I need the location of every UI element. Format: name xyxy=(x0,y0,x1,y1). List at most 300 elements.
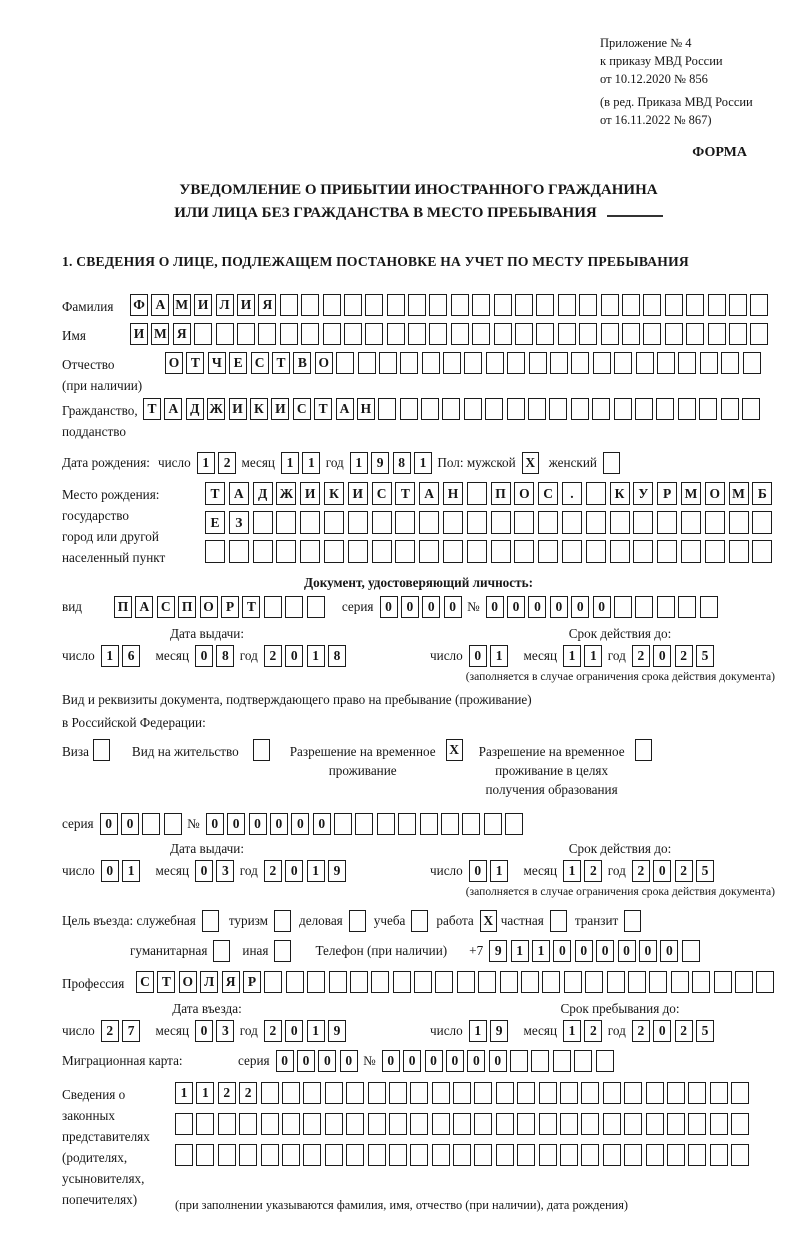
cell[interactable] xyxy=(558,323,576,345)
cell[interactable] xyxy=(484,813,502,835)
cell[interactable] xyxy=(474,1113,492,1135)
cell[interactable] xyxy=(462,813,480,835)
cell[interactable] xyxy=(610,511,630,534)
cell[interactable]: М xyxy=(151,323,169,345)
cell[interactable] xyxy=(681,511,701,534)
cell[interactable]: Т xyxy=(157,971,175,993)
cell[interactable] xyxy=(586,482,606,505)
cell[interactable] xyxy=(558,294,576,316)
residence-permit-checkbox[interactable] xyxy=(253,739,270,761)
cell[interactable] xyxy=(657,540,677,563)
cell[interactable] xyxy=(478,971,496,993)
cell[interactable]: 1 xyxy=(307,1020,325,1042)
cell[interactable] xyxy=(752,540,772,563)
cell[interactable] xyxy=(646,1113,664,1135)
cell[interactable]: 0 xyxy=(285,860,303,882)
cell[interactable] xyxy=(420,813,438,835)
cell[interactable]: 0 xyxy=(403,1050,421,1072)
cell[interactable] xyxy=(467,482,487,505)
cell[interactable]: 1 xyxy=(490,860,508,882)
cell[interactable] xyxy=(451,294,469,316)
cell[interactable]: 1 xyxy=(197,452,215,474)
cell[interactable]: Н xyxy=(443,482,463,505)
cell[interactable]: В xyxy=(293,352,311,374)
cell[interactable]: 1 xyxy=(469,1020,487,1042)
cell[interactable]: О xyxy=(315,352,333,374)
cell[interactable] xyxy=(735,971,753,993)
cell[interactable] xyxy=(400,352,418,374)
permit-issue-year-cells[interactable] xyxy=(264,860,350,882)
cell[interactable] xyxy=(280,323,298,345)
cell[interactable] xyxy=(633,540,653,563)
cell[interactable]: О xyxy=(179,971,197,993)
cell[interactable] xyxy=(705,511,725,534)
cell[interactable] xyxy=(550,910,567,932)
cell[interactable] xyxy=(216,323,234,345)
cell[interactable] xyxy=(303,1082,321,1104)
id-doc-number-cells[interactable] xyxy=(486,596,721,618)
cell[interactable] xyxy=(692,971,710,993)
cell[interactable]: 0 xyxy=(100,813,118,835)
cell[interactable] xyxy=(389,1082,407,1104)
cell[interactable] xyxy=(324,511,344,534)
cell[interactable] xyxy=(500,971,518,993)
cell[interactable]: 0 xyxy=(593,596,611,618)
cell[interactable] xyxy=(496,1113,514,1135)
cell[interactable] xyxy=(346,1082,364,1104)
cell[interactable] xyxy=(282,1113,300,1135)
cell[interactable] xyxy=(721,398,739,420)
cell[interactable]: Т xyxy=(272,352,290,374)
cell[interactable] xyxy=(579,323,597,345)
cell[interactable] xyxy=(635,596,653,618)
cell[interactable] xyxy=(358,352,376,374)
cell[interactable]: С xyxy=(251,352,269,374)
cell[interactable] xyxy=(218,1113,236,1135)
cell[interactable] xyxy=(688,1082,706,1104)
cell[interactable] xyxy=(514,511,534,534)
cell[interactable]: О xyxy=(705,482,725,505)
cell[interactable]: 0 xyxy=(422,596,440,618)
cell[interactable] xyxy=(395,540,415,563)
cell[interactable]: 0 xyxy=(653,1020,671,1042)
cell[interactable] xyxy=(349,910,366,932)
cell[interactable] xyxy=(467,540,487,563)
cell[interactable] xyxy=(507,352,525,374)
cell[interactable] xyxy=(307,596,325,618)
cell[interactable] xyxy=(515,294,533,316)
cell[interactable]: 1 xyxy=(302,452,320,474)
cell[interactable]: 2 xyxy=(264,645,282,667)
cell[interactable] xyxy=(300,511,320,534)
cell[interactable] xyxy=(622,323,640,345)
cell[interactable] xyxy=(531,1050,549,1072)
cell[interactable]: К xyxy=(324,482,344,505)
cell[interactable] xyxy=(344,323,362,345)
visa-checkbox[interactable] xyxy=(93,739,110,761)
cell[interactable] xyxy=(194,323,212,345)
cell[interactable]: И xyxy=(271,398,289,420)
cell[interactable]: 0 xyxy=(596,940,614,962)
cell[interactable]: 2 xyxy=(101,1020,119,1042)
cell[interactable] xyxy=(505,813,523,835)
cell[interactable] xyxy=(649,971,667,993)
id-valid-year-cells[interactable] xyxy=(632,645,718,667)
cell[interactable] xyxy=(324,540,344,563)
cell[interactable] xyxy=(624,1082,642,1104)
cell[interactable]: 9 xyxy=(490,1020,508,1042)
cell[interactable] xyxy=(646,1082,664,1104)
cell[interactable] xyxy=(464,398,482,420)
cell[interactable]: 1 xyxy=(414,452,432,474)
birth-year-cells[interactable] xyxy=(350,452,436,474)
cell[interactable] xyxy=(633,511,653,534)
cell[interactable]: 0 xyxy=(195,645,213,667)
cell[interactable] xyxy=(432,1113,450,1135)
cell[interactable] xyxy=(301,323,319,345)
cell[interactable] xyxy=(603,1082,621,1104)
cell[interactable] xyxy=(574,1050,592,1072)
cell[interactable]: С xyxy=(157,596,175,618)
cell[interactable]: 0 xyxy=(639,940,657,962)
cell[interactable] xyxy=(237,323,255,345)
cell[interactable] xyxy=(205,540,225,563)
cell[interactable] xyxy=(603,1113,621,1135)
cell[interactable]: 2 xyxy=(264,860,282,882)
cell[interactable] xyxy=(229,540,249,563)
cell[interactable]: 1 xyxy=(350,452,368,474)
cell[interactable]: И xyxy=(130,323,148,345)
cell[interactable] xyxy=(323,323,341,345)
cell[interactable] xyxy=(538,511,558,534)
cell[interactable]: 1 xyxy=(490,645,508,667)
cell[interactable]: Ч xyxy=(208,352,226,374)
cell[interactable] xyxy=(515,323,533,345)
cell[interactable] xyxy=(614,352,632,374)
cell[interactable] xyxy=(686,294,704,316)
cell[interactable]: К xyxy=(250,398,268,420)
cell[interactable] xyxy=(93,739,110,761)
cell[interactable] xyxy=(624,910,641,932)
cell[interactable]: Е xyxy=(229,352,247,374)
cell[interactable] xyxy=(686,323,704,345)
cell[interactable] xyxy=(196,1113,214,1135)
cell[interactable]: 0 xyxy=(297,1050,315,1072)
rvp-edu-checkbox[interactable] xyxy=(635,739,652,761)
birth-place-row1-cells[interactable] xyxy=(205,482,776,505)
cell[interactable] xyxy=(300,540,320,563)
cell[interactable] xyxy=(443,540,463,563)
cell[interactable] xyxy=(408,323,426,345)
cell[interactable] xyxy=(742,398,760,420)
cell[interactable] xyxy=(419,540,439,563)
cell[interactable] xyxy=(538,540,558,563)
entry-year-cells[interactable] xyxy=(264,1020,350,1042)
cell[interactable]: 1 xyxy=(122,860,140,882)
cell[interactable]: 1 xyxy=(532,940,550,962)
cell[interactable]: 3 xyxy=(216,1020,234,1042)
cell[interactable] xyxy=(743,352,761,374)
purpose-business-checkbox[interactable] xyxy=(349,910,366,932)
cell[interactable]: 1 xyxy=(196,1082,214,1104)
cell[interactable]: 5 xyxy=(696,1020,714,1042)
cell[interactable]: 2 xyxy=(584,1020,602,1042)
cell[interactable] xyxy=(699,398,717,420)
cell[interactable]: 0 xyxy=(285,645,303,667)
cell[interactable] xyxy=(303,1113,321,1135)
cell[interactable]: 0 xyxy=(653,645,671,667)
cell[interactable] xyxy=(443,352,461,374)
permit-issue-month-cells[interactable] xyxy=(195,860,238,882)
cell[interactable] xyxy=(756,971,774,993)
cell[interactable]: 1 xyxy=(101,645,119,667)
purpose-private-checkbox[interactable] xyxy=(550,910,567,932)
cell[interactable] xyxy=(264,596,282,618)
cell[interactable]: Р xyxy=(221,596,239,618)
cell[interactable]: 2 xyxy=(632,860,650,882)
cell[interactable]: Я xyxy=(222,971,240,993)
cell[interactable] xyxy=(560,1082,578,1104)
cell[interactable]: 0 xyxy=(380,596,398,618)
cell[interactable] xyxy=(419,511,439,534)
representatives-row2-cells[interactable] xyxy=(175,1113,753,1135)
cell[interactable]: Ж xyxy=(276,482,296,505)
cell[interactable]: 2 xyxy=(218,1082,236,1104)
representatives-row1-cells[interactable] xyxy=(175,1082,753,1104)
cell[interactable]: 5 xyxy=(696,860,714,882)
cell[interactable] xyxy=(491,511,511,534)
cell[interactable] xyxy=(539,1082,557,1104)
cell[interactable]: С xyxy=(136,971,154,993)
cell[interactable] xyxy=(365,294,383,316)
cell[interactable]: 0 xyxy=(446,1050,464,1072)
cell[interactable] xyxy=(731,1113,749,1135)
cell[interactable] xyxy=(729,294,747,316)
cell[interactable]: И xyxy=(194,294,212,316)
cell[interactable]: Ф xyxy=(130,294,148,316)
cell[interactable] xyxy=(410,1082,428,1104)
cell[interactable] xyxy=(348,511,368,534)
cell[interactable] xyxy=(636,352,654,374)
cell[interactable] xyxy=(622,294,640,316)
cell[interactable] xyxy=(393,971,411,993)
cell[interactable] xyxy=(657,596,675,618)
cell[interactable]: 9 xyxy=(328,1020,346,1042)
cell[interactable]: 0 xyxy=(550,596,568,618)
cell[interactable] xyxy=(678,398,696,420)
cell[interactable]: 8 xyxy=(393,452,411,474)
cell[interactable] xyxy=(517,1113,535,1135)
cell[interactable]: 1 xyxy=(307,860,325,882)
cell[interactable]: П xyxy=(491,482,511,505)
cell[interactable]: М xyxy=(173,294,191,316)
cell[interactable] xyxy=(562,511,582,534)
mig-number-cells[interactable] xyxy=(382,1050,617,1072)
cell[interactable]: И xyxy=(300,482,320,505)
cell[interactable] xyxy=(258,323,276,345)
cell[interactable]: 0 xyxy=(195,1020,213,1042)
cell[interactable] xyxy=(325,1082,343,1104)
cell[interactable] xyxy=(539,1113,557,1135)
cell[interactable] xyxy=(485,398,503,420)
cell[interactable]: Я xyxy=(173,323,191,345)
cell[interactable] xyxy=(368,1082,386,1104)
cell[interactable]: 2 xyxy=(218,452,236,474)
cell[interactable]: 0 xyxy=(575,940,593,962)
sex-female-checkbox[interactable] xyxy=(603,452,620,474)
cell[interactable] xyxy=(486,352,504,374)
cell[interactable]: 0 xyxy=(507,596,525,618)
cell[interactable] xyxy=(592,398,610,420)
cell[interactable]: С xyxy=(293,398,311,420)
cell[interactable] xyxy=(474,1082,492,1104)
cell[interactable]: 0 xyxy=(660,940,678,962)
cell[interactable] xyxy=(276,540,296,563)
profession-cells[interactable] xyxy=(136,971,778,993)
cell[interactable] xyxy=(494,294,512,316)
cell[interactable] xyxy=(285,596,303,618)
cell[interactable]: Я xyxy=(258,294,276,316)
cell[interactable] xyxy=(729,511,749,534)
cell[interactable] xyxy=(586,540,606,563)
cell[interactable] xyxy=(628,971,646,993)
cell[interactable] xyxy=(472,323,490,345)
cell[interactable]: 2 xyxy=(675,860,693,882)
cell[interactable]: . xyxy=(562,482,582,505)
cell[interactable] xyxy=(453,1082,471,1104)
cell[interactable] xyxy=(517,1082,535,1104)
cell[interactable] xyxy=(729,540,749,563)
birth-place-row3-cells[interactable] xyxy=(205,540,776,563)
purpose-other-checkbox[interactable] xyxy=(274,940,291,962)
cell[interactable]: О xyxy=(200,596,218,618)
cell[interactable] xyxy=(253,739,270,761)
cell[interactable]: С xyxy=(538,482,558,505)
cell[interactable]: 0 xyxy=(195,860,213,882)
cell[interactable]: 0 xyxy=(467,1050,485,1072)
cell[interactable]: А xyxy=(229,482,249,505)
citizenship-cells[interactable] xyxy=(143,398,763,420)
cell[interactable]: 2 xyxy=(675,645,693,667)
cell[interactable] xyxy=(435,971,453,993)
cell[interactable] xyxy=(536,294,554,316)
cell[interactable] xyxy=(614,596,632,618)
cell[interactable] xyxy=(665,294,683,316)
sex-male-checkbox[interactable] xyxy=(522,452,539,474)
cell[interactable]: Д xyxy=(186,398,204,420)
cell[interactable] xyxy=(442,398,460,420)
cell[interactable] xyxy=(261,1113,279,1135)
cell[interactable] xyxy=(239,1113,257,1135)
stay-day-cells[interactable] xyxy=(469,1020,512,1042)
cell[interactable]: 1 xyxy=(307,645,325,667)
cell[interactable]: Т xyxy=(205,482,225,505)
cell[interactable] xyxy=(164,813,182,835)
cell[interactable]: Е xyxy=(205,511,225,534)
cell[interactable]: 0 xyxy=(206,813,224,835)
cell[interactable]: С xyxy=(372,482,392,505)
cell[interactable]: П xyxy=(178,596,196,618)
cell[interactable]: 5 xyxy=(696,645,714,667)
cell[interactable] xyxy=(752,511,772,534)
cell[interactable]: 1 xyxy=(563,1020,581,1042)
cell[interactable]: 6 xyxy=(122,645,140,667)
cell[interactable]: 0 xyxy=(313,813,331,835)
cell[interactable] xyxy=(705,540,725,563)
cell[interactable] xyxy=(274,940,291,962)
cell[interactable] xyxy=(607,971,625,993)
cell[interactable] xyxy=(372,540,392,563)
cell[interactable] xyxy=(643,323,661,345)
cell[interactable] xyxy=(274,910,291,932)
cell[interactable]: Т xyxy=(242,596,260,618)
cell[interactable] xyxy=(549,398,567,420)
cell[interactable] xyxy=(264,971,282,993)
cell[interactable] xyxy=(603,452,620,474)
cell[interactable] xyxy=(678,352,696,374)
cell[interactable]: 0 xyxy=(469,645,487,667)
cell[interactable] xyxy=(346,1113,364,1135)
cell[interactable] xyxy=(721,352,739,374)
cell[interactable]: 0 xyxy=(653,860,671,882)
cell[interactable]: 0 xyxy=(285,1020,303,1042)
cell[interactable] xyxy=(750,323,768,345)
cell[interactable] xyxy=(365,323,383,345)
id-valid-day-cells[interactable] xyxy=(469,645,512,667)
purpose-study-checkbox[interactable] xyxy=(411,910,428,932)
cell[interactable] xyxy=(667,1082,685,1104)
cell[interactable]: Л xyxy=(200,971,218,993)
cell[interactable]: У xyxy=(633,482,653,505)
cell[interactable] xyxy=(496,1082,514,1104)
cell[interactable] xyxy=(400,398,418,420)
birth-day-cells[interactable] xyxy=(197,452,240,474)
id-issue-month-cells[interactable] xyxy=(195,645,238,667)
cell[interactable] xyxy=(579,294,597,316)
cell[interactable] xyxy=(307,971,325,993)
cell[interactable] xyxy=(553,1050,571,1072)
cell[interactable]: 0 xyxy=(486,596,504,618)
cell[interactable] xyxy=(301,294,319,316)
cell[interactable]: Н xyxy=(357,398,375,420)
cell[interactable] xyxy=(550,352,568,374)
cell[interactable]: А xyxy=(336,398,354,420)
cell[interactable] xyxy=(464,352,482,374)
cell[interactable] xyxy=(398,813,416,835)
cell[interactable]: Р xyxy=(657,482,677,505)
cell[interactable] xyxy=(729,323,747,345)
cell[interactable] xyxy=(562,540,582,563)
cell[interactable]: Т xyxy=(143,398,161,420)
cell[interactable]: 0 xyxy=(291,813,309,835)
cell[interactable]: Л xyxy=(216,294,234,316)
permit-series-cells[interactable] xyxy=(100,813,186,835)
cell[interactable] xyxy=(253,540,273,563)
cell[interactable] xyxy=(457,971,475,993)
cell[interactable]: 0 xyxy=(401,596,419,618)
cell[interactable] xyxy=(750,294,768,316)
cell[interactable]: 0 xyxy=(121,813,139,835)
cell[interactable] xyxy=(329,971,347,993)
cell[interactable] xyxy=(467,511,487,534)
cell[interactable] xyxy=(213,940,230,962)
cell[interactable]: 9 xyxy=(328,860,346,882)
cell[interactable]: 2 xyxy=(264,1020,282,1042)
cell[interactable]: 0 xyxy=(101,860,119,882)
purpose-tourism-checkbox[interactable] xyxy=(274,910,291,932)
cell[interactable] xyxy=(710,1082,728,1104)
cell[interactable] xyxy=(667,1113,685,1135)
